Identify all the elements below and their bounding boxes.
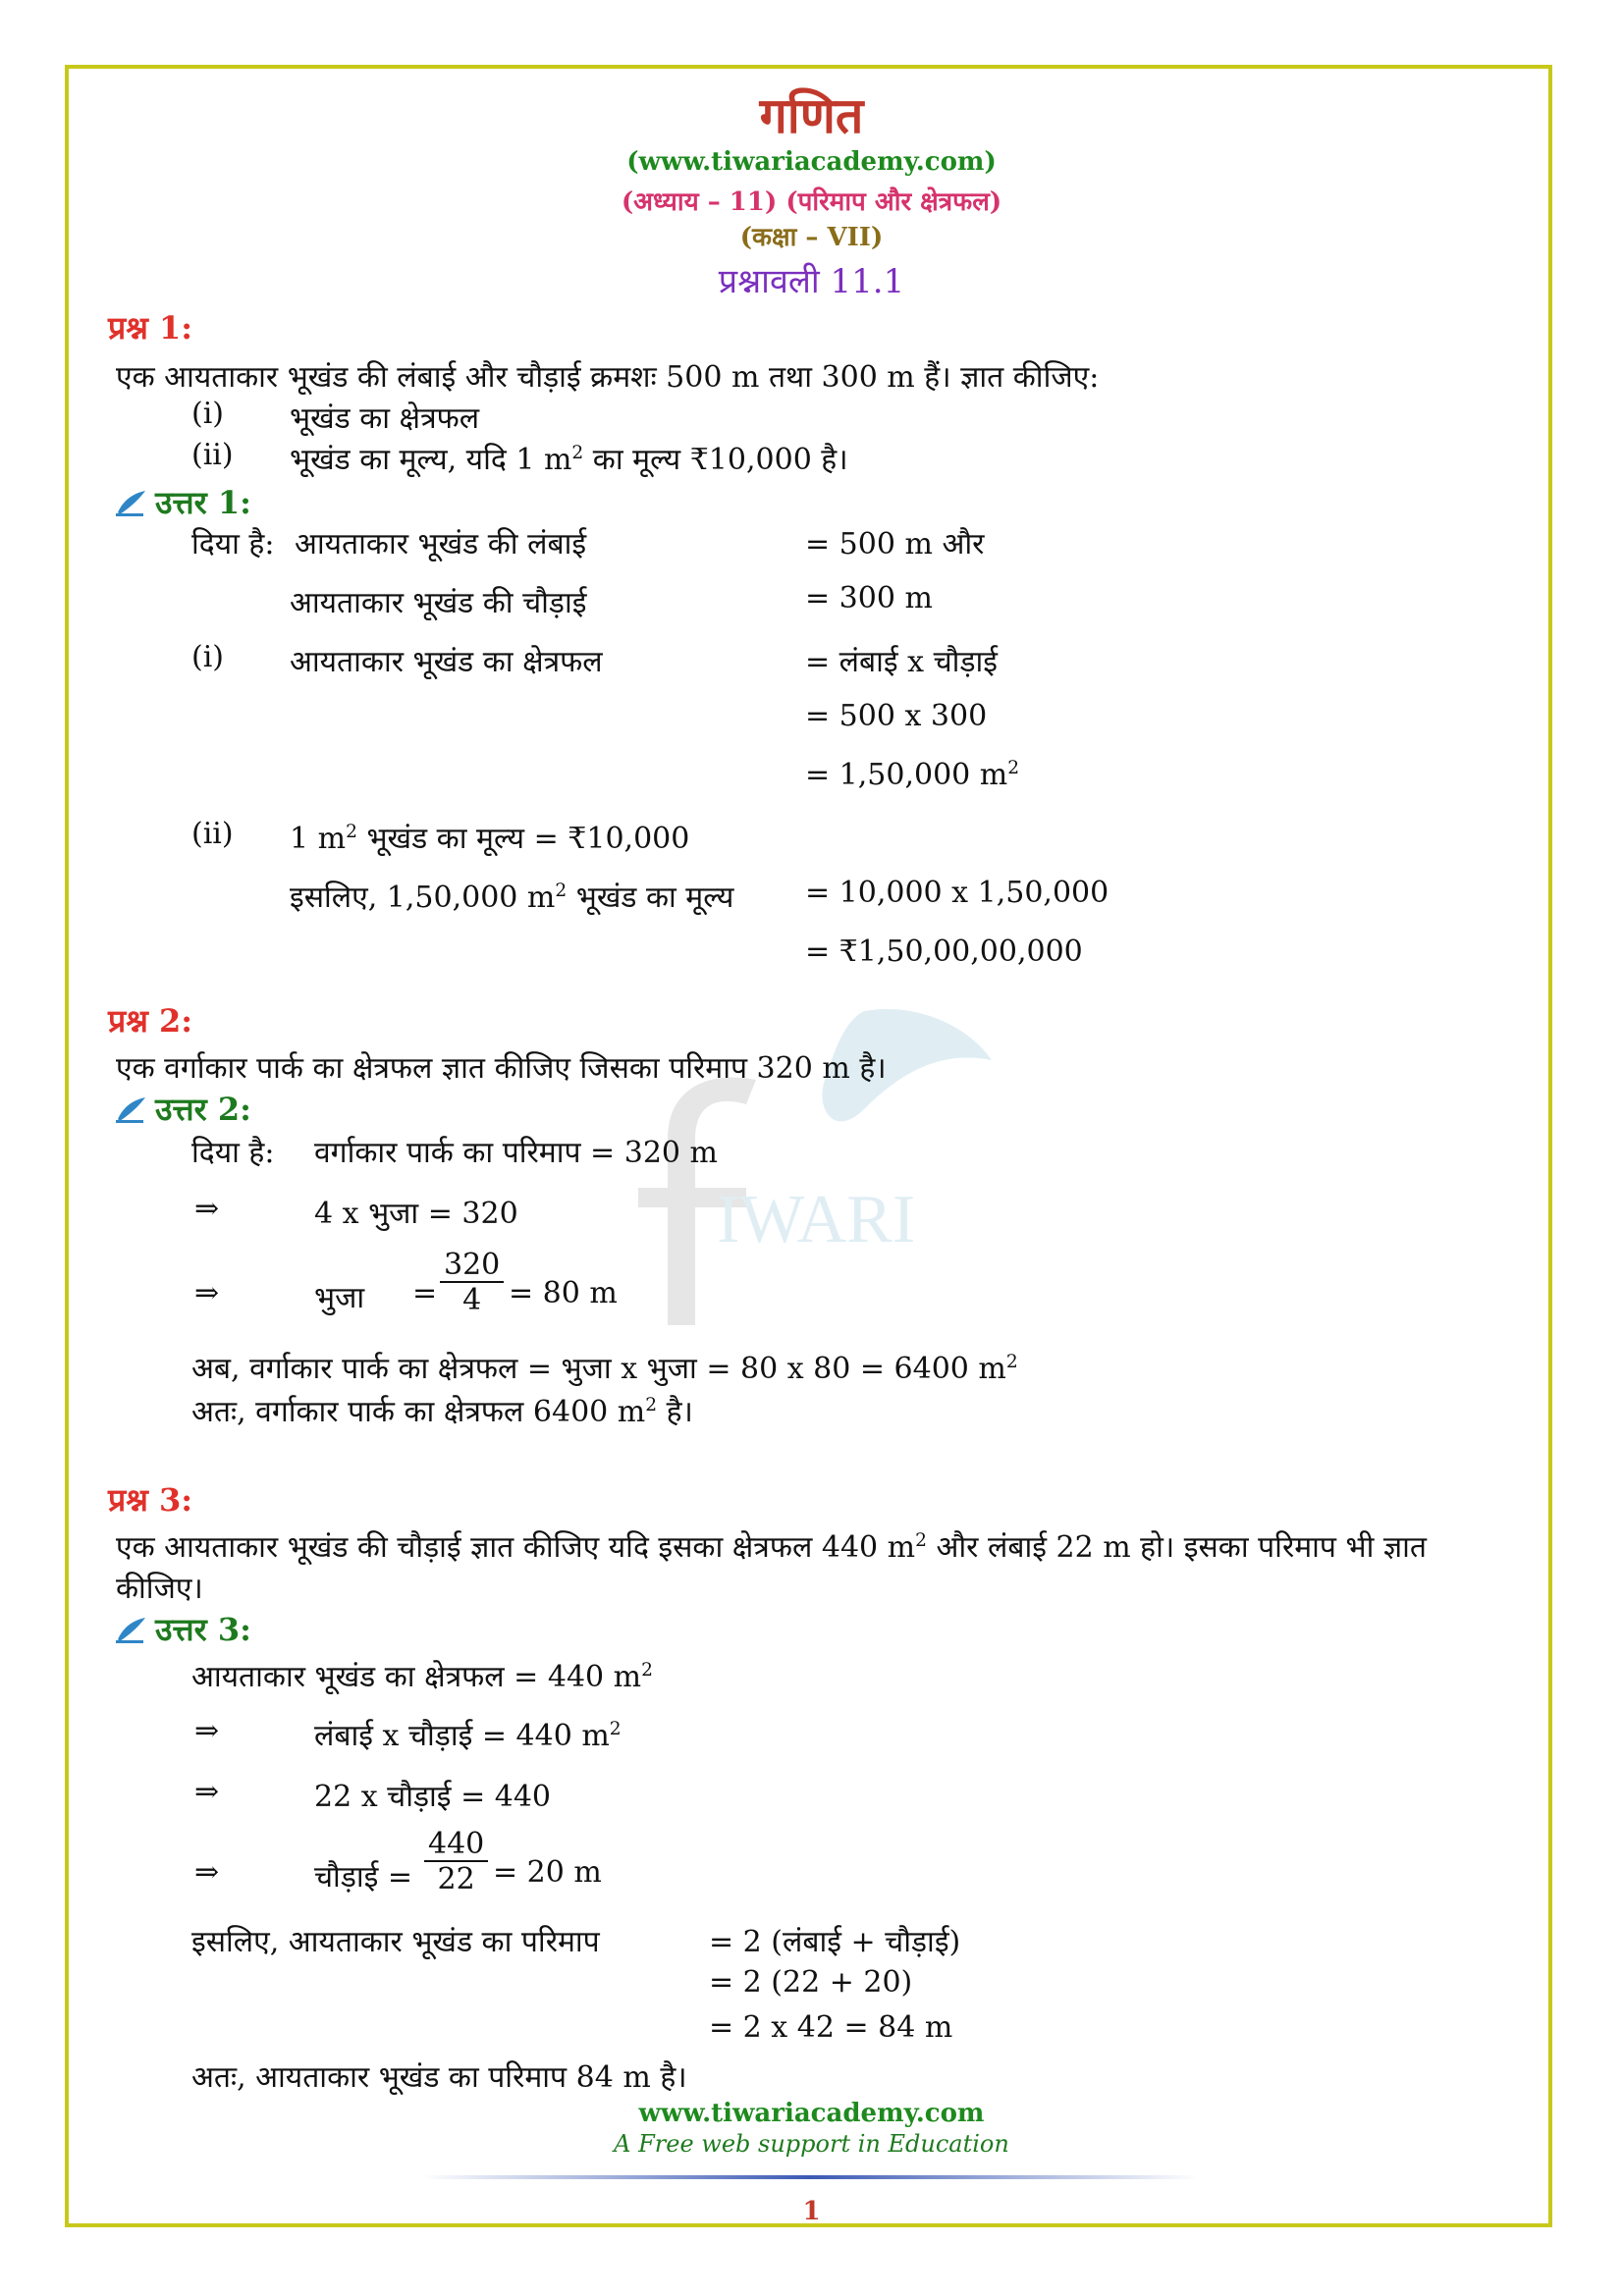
- answer-1-length-label: आयताकार भूखंड की लंबाई: [295, 527, 587, 561]
- question-2-text: एक वर्गाकार पार्क का क्षेत्रफल ज्ञात कीजिए जिसका परिमाप 320 m है।: [116, 1051, 887, 1086]
- answer-1-cost-line-2: इसलिए, 1,50,000 $m^2$ भूखंड का मूल्य: [290, 881, 734, 915]
- footer-tagline: A Free web support in Education: [614, 2130, 1009, 2158]
- footer-divider: [422, 2175, 1198, 2179]
- footer-url: www.tiwariacademy.com: [638, 2099, 985, 2128]
- implies-symbol: ⇒: [194, 1276, 220, 1310]
- answer-2-equals: =: [412, 1276, 438, 1310]
- answer-1-width-value: = 300 m: [805, 581, 933, 615]
- pen-icon: [114, 489, 147, 518]
- answer-1-width-label: आयताकार भूखंड की चौड़ाई: [290, 586, 587, 620]
- answer-1-part-i-number: (i): [191, 640, 225, 674]
- answer-3-perimeter-step-2: = 2 (22 + 20): [709, 1965, 913, 2000]
- implies-symbol: ⇒: [194, 1714, 220, 1748]
- answer-1-cost-value-2: = ₹1,50,00,00,000: [805, 934, 1083, 969]
- answer-3-label: उत्तर 3:: [155, 1611, 251, 1648]
- answer-3-width-label: चौड़ाई =: [314, 1860, 413, 1895]
- question-1-text: एक आयताकार भूखंड की लंबाई और चौड़ाई क्रमशः 500 m तथा 300 m हैं। ज्ञात कीजिए:: [116, 360, 1100, 395]
- answer-3-step-2: 22 x चौड़ाई = 440: [314, 1780, 552, 1814]
- chapter-heading: (अध्याय – 11) (परिमाप और क्षेत्रफल): [621, 187, 1002, 217]
- answer-3-fraction: [424, 1828, 488, 1897]
- watermark-text: IWARI: [717, 1182, 916, 1257]
- answer-1-area-label: आयताकार भूखंड का क्षेत्रफल: [290, 645, 603, 679]
- pen-icon: [114, 1095, 147, 1125]
- answer-3-width-result: = 20 m: [493, 1855, 602, 1890]
- page-number: 1: [802, 2197, 821, 2226]
- answer-1-given: दिया है:: [191, 527, 275, 561]
- answer-1-area-step-3: = 1,50,000 $m^2$: [805, 758, 1020, 792]
- question-3-text-line-1: एक आयताकार भूखंड की चौड़ाई ज्ञात कीजिए यदि इसका क्षेत्रफल 440 $m^2$ और लंबाई 22 m हो। इसका परिमाप भी ज्ञात: [116, 1530, 1428, 1565]
- answer-2-step-1: 4 x भुजा = 320: [314, 1197, 518, 1231]
- class-heading: (कक्षा – VII): [739, 223, 884, 252]
- answer-1-length-value: = 500 m और: [805, 527, 985, 561]
- question-2-label: प्रश्न 2:: [108, 1002, 193, 1040]
- answer-2-perimeter: वर्गाकार पार्क का परिमाप = 320 m: [314, 1136, 718, 1170]
- answer-1-cost-line-1: 1 $m^2$ भूखंड का मूल्य = ₹10,000: [290, 822, 690, 856]
- answer-3-perimeter-step-3: = 2 x 42 = 84 m: [709, 2010, 953, 2045]
- answer-2-area-line: अब, वर्गाकार पार्क का क्षेत्रफल = भुजा x भुजा = 80 x 80 = 6400 $m^2$: [191, 1352, 1018, 1386]
- answer-2-fraction: [440, 1249, 504, 1318]
- answer-2-side-result: = 80 m: [509, 1276, 618, 1310]
- answer-3-perimeter-label: इसलिए, आयताकार भूखंड का परिमाप: [191, 1925, 600, 1959]
- answer-3-step-1: लंबाई x चौड़ाई = 440 $m^2$: [314, 1719, 622, 1753]
- answer-2-side-label: भुजा: [314, 1281, 365, 1315]
- answer-1-area-step-2: = 500 x 300: [805, 699, 988, 733]
- question-1-part-i-number: (i): [191, 397, 225, 431]
- answer-2-given: दिया है:: [191, 1136, 275, 1170]
- fraction-denominator: 4: [462, 1283, 482, 1317]
- pen-icon: [114, 1616, 147, 1645]
- header-url: (www.tiwariacademy.com): [626, 147, 997, 177]
- answer-1-label: उत्तर 1:: [155, 484, 251, 521]
- implies-symbol: ⇒: [194, 1775, 220, 1809]
- answer-3-conclusion: अतः, आयताकार भूखंड का परिमाप 84 m है।: [191, 2060, 687, 2095]
- question-1-part-ii-number: (ii): [191, 438, 234, 472]
- answer-3-area: आयताकार भूखंड का क्षेत्रफल = 440 $m^2$: [191, 1660, 653, 1694]
- answer-2-conclusion: अतः, वर्गाकार पार्क का क्षेत्रफल 6400 $m^2$ है।: [191, 1395, 693, 1429]
- fraction-denominator: 22: [437, 1862, 475, 1896]
- answer-1-part-ii-number: (ii): [191, 817, 234, 851]
- question-1-part-ii: भूखंड का मूल्य, यदि 1 $m^2$ का मूल्य ₹10,000 है।: [290, 443, 848, 477]
- question-3-label: प्रश्न 3:: [108, 1481, 193, 1519]
- implies-symbol: ⇒: [194, 1192, 220, 1226]
- page-title: गणित: [759, 86, 864, 144]
- fraction-numerator: 440: [424, 1828, 488, 1862]
- fraction-numerator: 320: [440, 1249, 504, 1283]
- exercise-heading: प्रश्नावली 11.1: [718, 262, 905, 301]
- question-3-text-line-2: कीजिए।: [116, 1572, 203, 1606]
- answer-1-area-step-1: = लंबाई x चौड़ाई: [805, 645, 999, 679]
- answer-3-perimeter-step-1: = 2 (लंबाई + चौड़ाई): [709, 1925, 961, 1959]
- answer-1-cost-value-1: = 10,000 x 1,50,000: [805, 876, 1109, 910]
- question-1-label: प्रश्न 1:: [108, 309, 193, 347]
- implies-symbol: ⇒: [194, 1855, 220, 1890]
- answer-2-label: उत्तर 2:: [155, 1091, 251, 1128]
- question-1-part-i: भूखंड का क्षेत्रफल: [290, 401, 480, 436]
